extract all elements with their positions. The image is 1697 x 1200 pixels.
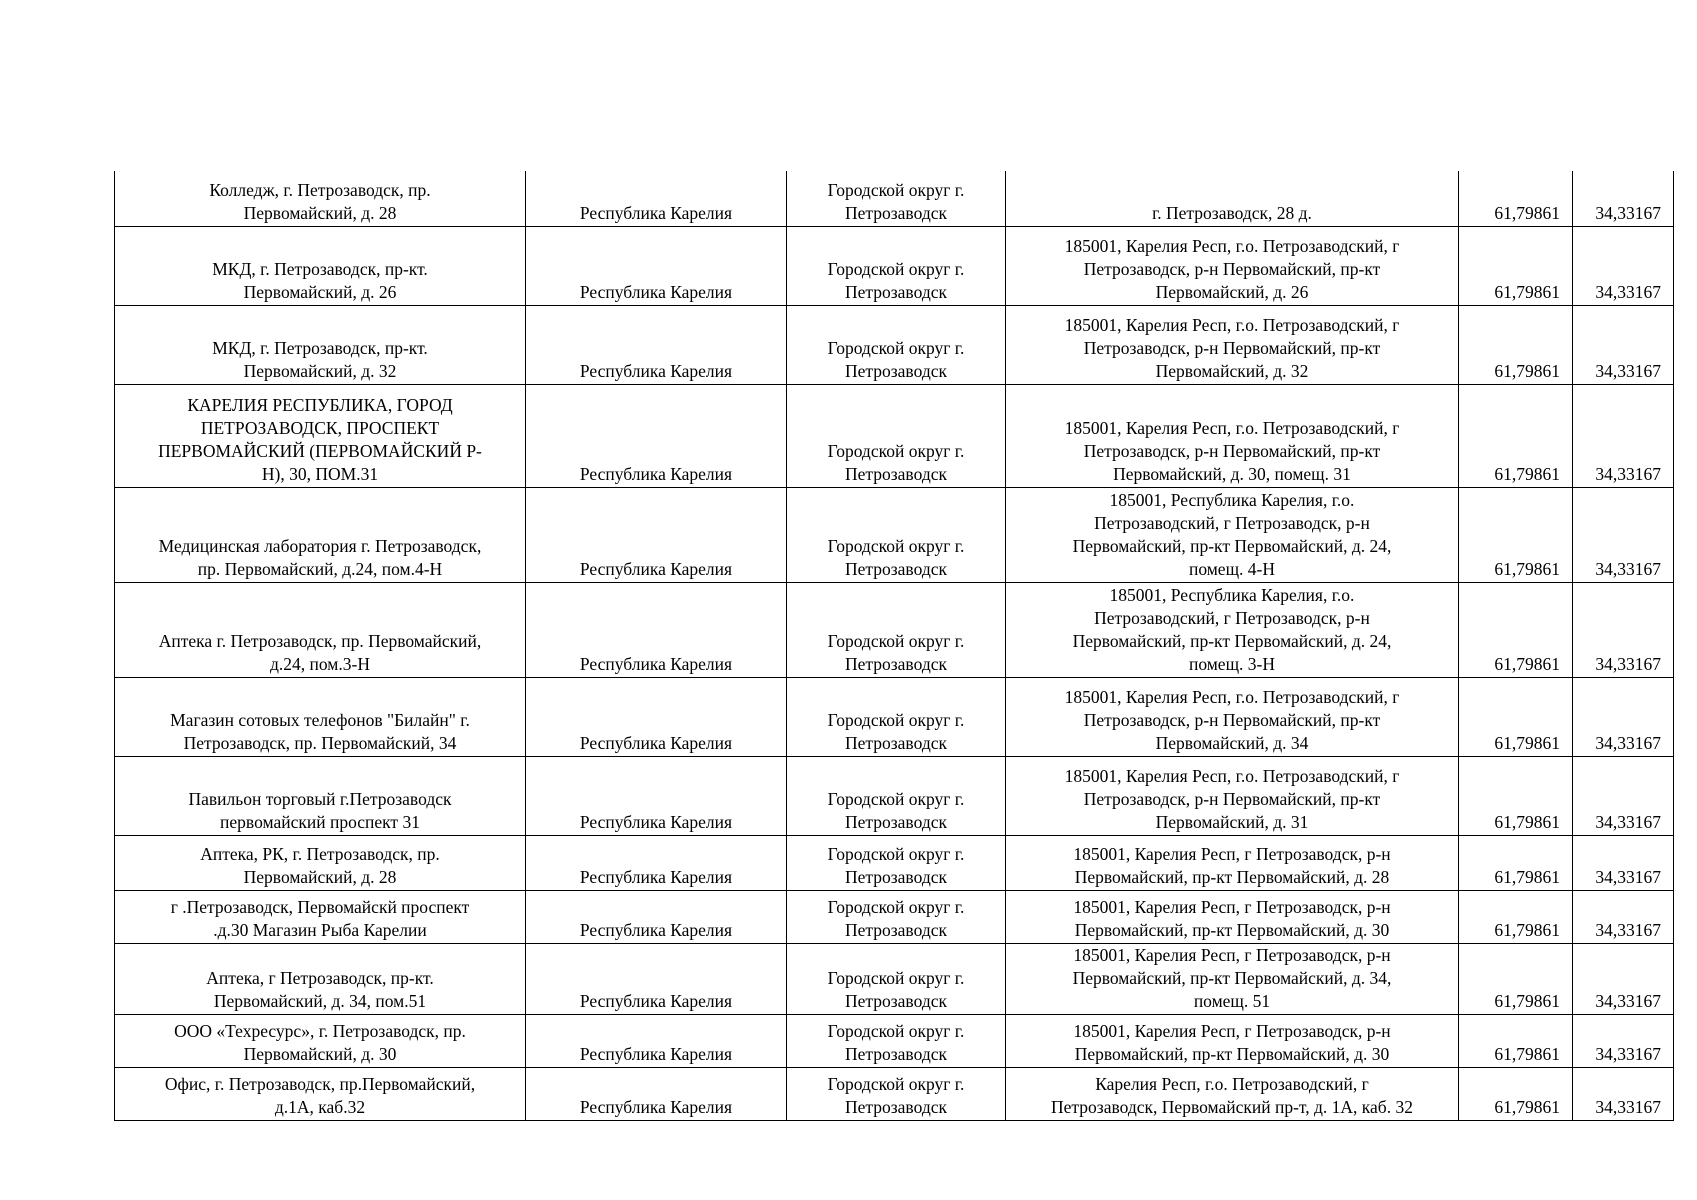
table-row xyxy=(115,756,1674,835)
address-cell: 185001, Карелия Респ, г Петрозаводск, р-н Первомайский, пр-кт Первомайский, д. 30 xyxy=(1006,890,1459,943)
address-cell: 185001, Карелия Респ, г.о. Петрозаводский, г Петрозаводск, р-н Первомайский, пр-кт Первомайский, д. 34 xyxy=(1006,677,1459,756)
region-cell: Республика Карелия xyxy=(526,943,787,1014)
object-name-cell: Павильон торговый г.Петрозаводск первомайский проспект 31 xyxy=(115,756,526,835)
latitude-cell: 61,79861 xyxy=(1459,943,1573,1014)
region-cell: Республика Карелия xyxy=(526,226,787,305)
address-cell: 185001, Карелия Респ, г.о. Петрозаводский, г Петрозаводск, р-н Первомайский, пр-кт Первомайский, д. 32 xyxy=(1006,305,1459,384)
latitude-cell: 61,79861 xyxy=(1459,226,1573,305)
table-row xyxy=(115,226,1674,305)
address-cell: Карелия Респ, г.о. Петрозаводский, г Петрозаводск, Первомайский пр-т, д. 1А, каб. 32 xyxy=(1006,1067,1459,1120)
district-cell: Городской округ г. Петрозаводск xyxy=(787,487,1006,582)
district-cell: Городской округ г. Петрозаводск xyxy=(787,582,1006,677)
latitude-cell: 61,79861 xyxy=(1459,1014,1573,1067)
longitude-cell: 34,33167 xyxy=(1573,835,1674,890)
district-cell: Городской округ г. Петрозаводск xyxy=(787,1067,1006,1120)
table-row xyxy=(115,171,1674,226)
address-cell: 185001, Карелия Респ, г.о. Петрозаводский, г Петрозаводск, р-н Первомайский, пр-кт Первомайский, д. 26 xyxy=(1006,226,1459,305)
object-name-cell: КАРЕЛИЯ РЕСПУБЛИКА, ГОРОД ПЕТРОЗАВОДСК, ПРОСПЕКТ ПЕРВОМАЙСКИЙ (ПЕРВОМАЙСКИЙ Р- Н), 30, ПОМ.31 xyxy=(115,384,526,487)
object-name-cell: МКД, г. Петрозаводск, пр-кт. Первомайский, д. 32 xyxy=(115,305,526,384)
region-cell: Республика Карелия xyxy=(526,487,787,582)
table-row xyxy=(115,890,1674,943)
longitude-cell: 34,33167 xyxy=(1573,171,1674,226)
region-cell: Республика Карелия xyxy=(526,756,787,835)
address-cell: 185001, Республика Карелия, г.о. Петрозаводский, г Петрозаводск, р-н Первомайский, пр-кт Первомайский, д. 24, помещ. 3-Н xyxy=(1006,582,1459,677)
address-cell: 185001, Карелия Респ, г.о. Петрозаводский, г Петрозаводск, р-н Первомайский, пр-кт Первомайский, д. 30, помещ. 31 xyxy=(1006,384,1459,487)
longitude-cell: 34,33167 xyxy=(1573,1014,1674,1067)
district-cell: Городской округ г. Петрозаводск xyxy=(787,384,1006,487)
district-cell: Городской округ г. Петрозаводск xyxy=(787,756,1006,835)
object-name-cell: Медицинская лаборатория г. Петрозаводск, пр. Первомайский, д.24, пом.4-Н xyxy=(115,487,526,582)
latitude-cell: 61,79861 xyxy=(1459,677,1573,756)
longitude-cell: 34,33167 xyxy=(1573,890,1674,943)
region-cell: Республика Карелия xyxy=(526,1014,787,1067)
latitude-cell: 61,79861 xyxy=(1459,582,1573,677)
district-cell: Городской округ г. Петрозаводск xyxy=(787,305,1006,384)
table-row xyxy=(115,487,1674,582)
longitude-cell: 34,33167 xyxy=(1573,305,1674,384)
district-cell: Городской округ г. Петрозаводск xyxy=(787,943,1006,1014)
longitude-cell: 34,33167 xyxy=(1573,582,1674,677)
address-cell: г. Петрозаводск, 28 д. xyxy=(1006,171,1459,226)
address-cell: 185001, Карелия Респ, г Петрозаводск, р-н Первомайский, пр-кт Первомайский, д. 28 xyxy=(1006,835,1459,890)
district-cell: Городской округ г. Петрозаводск xyxy=(787,835,1006,890)
district-cell: Городской округ г. Петрозаводск xyxy=(787,890,1006,943)
object-name-cell: Аптека, РК, г. Петрозаводск, пр. Первомайский, д. 28 xyxy=(115,835,526,890)
table-row xyxy=(115,384,1674,487)
object-name-cell: Колледж, г. Петрозаводск, пр. Первомайский, д. 28 xyxy=(115,171,526,226)
address-cell: 185001, Карелия Респ, г.о. Петрозаводский, г Петрозаводск, р-н Первомайский, пр-кт Первомайский, д. 31 xyxy=(1006,756,1459,835)
latitude-cell: 61,79861 xyxy=(1459,890,1573,943)
district-cell: Городской округ г. Петрозаводск xyxy=(787,226,1006,305)
longitude-cell: 34,33167 xyxy=(1573,1067,1674,1120)
latitude-cell: 61,79861 xyxy=(1459,384,1573,487)
table-row xyxy=(115,835,1674,890)
locations-table xyxy=(114,171,1674,1121)
longitude-cell: 34,33167 xyxy=(1573,226,1674,305)
region-cell: Республика Карелия xyxy=(526,1067,787,1120)
longitude-cell: 34,33167 xyxy=(1573,384,1674,487)
latitude-cell: 61,79861 xyxy=(1459,171,1573,226)
table-row xyxy=(115,943,1674,1014)
region-cell: Республика Карелия xyxy=(526,384,787,487)
region-cell: Республика Карелия xyxy=(526,305,787,384)
object-name-cell: МКД, г. Петрозаводск, пр-кт. Первомайский, д. 26 xyxy=(115,226,526,305)
longitude-cell: 34,33167 xyxy=(1573,756,1674,835)
district-cell: Городской округ г. Петрозаводск xyxy=(787,677,1006,756)
table-row xyxy=(115,582,1674,677)
object-name-cell: Аптека г. Петрозаводск, пр. Первомайский, д.24, пом.3-Н xyxy=(115,582,526,677)
latitude-cell: 61,79861 xyxy=(1459,305,1573,384)
longitude-cell: 34,33167 xyxy=(1573,943,1674,1014)
object-name-cell: Офис, г. Петрозаводск, пр.Первомайский, д.1А, каб.32 xyxy=(115,1067,526,1120)
district-cell: Городской округ г. Петрозаводск xyxy=(787,1014,1006,1067)
longitude-cell: 34,33167 xyxy=(1573,487,1674,582)
longitude-cell: 34,33167 xyxy=(1573,677,1674,756)
object-name-cell: ООО «Техресурс», г. Петрозаводск, пр. Первомайский, д. 30 xyxy=(115,1014,526,1067)
object-name-cell: Аптека, г Петрозаводск, пр-кт. Первомайский, д. 34, пом.51 xyxy=(115,943,526,1014)
table-body xyxy=(115,171,1674,1120)
object-name-cell: г .Петрозаводск, Первомайскй проспект .д.30 Магазин Рыба Карелии xyxy=(115,890,526,943)
region-cell: Республика Карелия xyxy=(526,171,787,226)
table-row xyxy=(115,1067,1674,1120)
latitude-cell: 61,79861 xyxy=(1459,487,1573,582)
table-row xyxy=(115,305,1674,384)
region-cell: Республика Карелия xyxy=(526,835,787,890)
region-cell: Республика Карелия xyxy=(526,677,787,756)
district-cell: Городской округ г. Петрозаводск xyxy=(787,171,1006,226)
region-cell: Республика Карелия xyxy=(526,890,787,943)
latitude-cell: 61,79861 xyxy=(1459,756,1573,835)
table-row xyxy=(115,677,1674,756)
address-cell: 185001, Карелия Респ, г Петрозаводск, р-н Первомайский, пр-кт Первомайский, д. 30 xyxy=(1006,1014,1459,1067)
address-cell: 185001, Республика Карелия, г.о. Петрозаводский, г Петрозаводск, р-н Первомайский, пр-кт Первомайский, д. 24, помещ. 4-Н xyxy=(1006,487,1459,582)
latitude-cell: 61,79861 xyxy=(1459,835,1573,890)
region-cell: Республика Карелия xyxy=(526,582,787,677)
object-name-cell: Магазин сотовых телефонов "Билайн" г. Петрозаводск, пр. Первомайский, 34 xyxy=(115,677,526,756)
address-cell: 185001, Карелия Респ, г Петрозаводск, р-н Первомайский, пр-кт Первомайский, д. 34, помещ. 51 xyxy=(1006,943,1459,1014)
latitude-cell: 61,79861 xyxy=(1459,1067,1573,1120)
table-row xyxy=(115,1014,1674,1067)
